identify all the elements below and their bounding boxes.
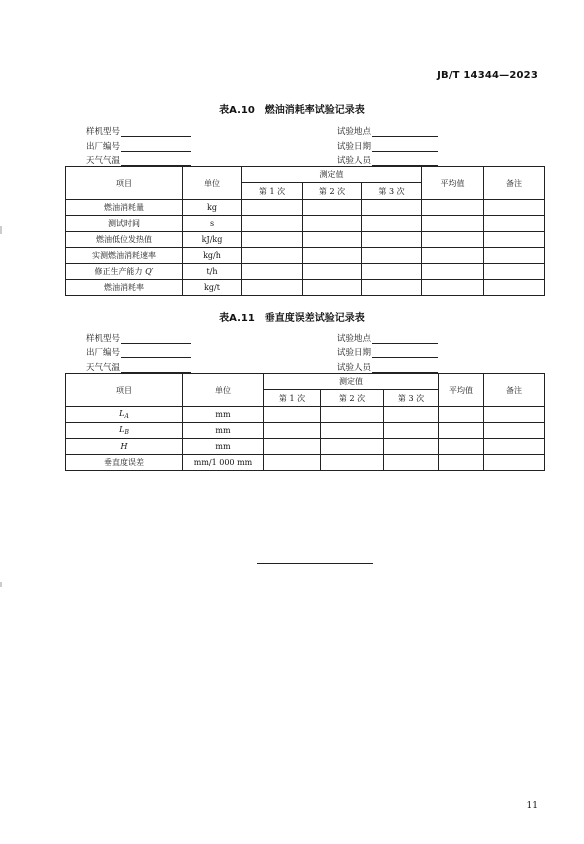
a11-row-item: 垂直度误差 (66, 455, 183, 471)
a10-row-unit: s (183, 216, 242, 232)
cell-input[interactable] (362, 280, 422, 296)
a11-serial-field: 出厂编号 (86, 346, 191, 358)
a11-model-field: 样机型号 (86, 332, 191, 344)
table-a10-caption: 表A.10 燃油消耗率试验记录表 (219, 105, 365, 116)
table-row (66, 264, 545, 280)
cell-input[interactable] (422, 200, 484, 216)
scan-speck (0, 226, 2, 234)
cell-input[interactable] (484, 407, 545, 423)
cell-input[interactable] (362, 248, 422, 264)
a11-staff-field: 试验人员 (337, 361, 438, 373)
cell-input[interactable] (484, 280, 545, 296)
cell-input[interactable] (422, 216, 484, 232)
a10-row-item (66, 264, 183, 280)
a11-head-unit: 单位 (183, 374, 264, 407)
a10-row-unit: kg (183, 200, 242, 216)
a10-weather-field: 天气气温 (86, 154, 191, 166)
cell-input[interactable] (384, 455, 439, 471)
cell-input[interactable] (321, 439, 384, 455)
a10-row-item: 燃油消耗量 (66, 200, 183, 216)
a10-row-item-text: 修正生产能力 (94, 267, 146, 276)
a10-row-item: 测试时间 (66, 216, 183, 232)
a10-head-unit: 单位 (183, 167, 242, 200)
cell-input[interactable] (484, 439, 545, 455)
cell-input[interactable] (264, 455, 321, 471)
a10-row-item: 实测燃油消耗速率 (66, 248, 183, 264)
a11-row-subscript: B (124, 429, 129, 436)
table-row (66, 423, 545, 439)
a11-row-item (66, 423, 183, 439)
cell-input[interactable] (484, 216, 545, 232)
cell-input[interactable] (439, 439, 484, 455)
a11-row-symbol: H (120, 442, 128, 451)
a10-row-unit: kJ/kg (183, 232, 242, 248)
a11-head-remark: 备注 (484, 374, 545, 407)
cell-input[interactable] (303, 216, 362, 232)
cell-input[interactable] (384, 423, 439, 439)
cell-input[interactable] (242, 232, 303, 248)
cell-input[interactable] (362, 232, 422, 248)
a11-row-unit: mm (183, 407, 264, 423)
table-row (66, 216, 545, 232)
a11-head-run3: 第 3 次 (384, 390, 439, 407)
a11-row-item (66, 407, 183, 423)
table-a11 (65, 373, 545, 471)
a10-head-measured: 测定值 (242, 167, 422, 183)
a10-serial-field: 出厂编号 (86, 140, 191, 152)
a11-row-symbol: L (119, 409, 125, 418)
table-row (66, 200, 545, 216)
a10-row-item: 燃油消耗率 (66, 280, 183, 296)
cell-input[interactable] (484, 248, 545, 264)
a10-head-average: 平均值 (422, 167, 484, 200)
cell-input[interactable] (303, 200, 362, 216)
cell-input[interactable] (484, 232, 545, 248)
cell-input[interactable] (362, 200, 422, 216)
cell-input[interactable] (484, 455, 545, 471)
cell-input[interactable] (384, 439, 439, 455)
cell-input[interactable] (303, 248, 362, 264)
cell-input[interactable] (484, 200, 545, 216)
table-row (66, 439, 545, 455)
a10-model-field: 样机型号 (86, 125, 191, 137)
cell-input[interactable] (439, 455, 484, 471)
a10-staff-field: 试验人员 (337, 154, 438, 166)
cell-input[interactable] (321, 423, 384, 439)
a11-row-unit: mm/1 000 mm (183, 455, 264, 471)
a10-date-field: 试验日期 (337, 140, 438, 152)
cell-input[interactable] (242, 200, 303, 216)
table-row (66, 280, 545, 296)
cell-input[interactable] (439, 423, 484, 439)
a10-place-field: 试验地点 (337, 125, 438, 137)
cell-input[interactable] (384, 407, 439, 423)
a11-head-average: 平均值 (439, 374, 484, 407)
a11-weather-field: 天气气温 (86, 361, 191, 373)
a11-row-subscript: A (124, 413, 129, 420)
a10-head-run2: 第 2 次 (303, 183, 362, 200)
cell-input[interactable] (264, 423, 321, 439)
cell-input[interactable] (303, 280, 362, 296)
cell-input[interactable] (422, 280, 484, 296)
a11-row-unit: mm (183, 439, 264, 455)
a11-row-item (66, 439, 183, 455)
cell-input[interactable] (264, 407, 321, 423)
a10-head-remark: 备注 (484, 167, 545, 200)
table-row (66, 232, 545, 248)
a10-row-item-symbol: Q′ (145, 267, 154, 276)
a11-head-measured: 测定值 (264, 374, 439, 390)
table-a11-caption: 表A.11 垂直度误差试验记录表 (219, 313, 365, 324)
end-rule (257, 563, 373, 564)
cell-input[interactable] (484, 423, 545, 439)
a11-head-run1: 第 1 次 (264, 390, 321, 407)
standard-number: JB/T 14344—2023 (437, 70, 538, 81)
cell-input[interactable] (242, 264, 303, 280)
cell-input[interactable] (439, 407, 484, 423)
cell-input[interactable] (422, 248, 484, 264)
a11-head-item: 项目 (66, 374, 183, 407)
a10-row-unit: kg/h (183, 248, 242, 264)
cell-input[interactable] (362, 216, 422, 232)
cell-input[interactable] (362, 264, 422, 280)
a10-head-item: 项目 (66, 167, 183, 200)
a10-row-item: 燃油低位发热值 (66, 232, 183, 248)
table-row (66, 248, 545, 264)
a10-row-unit: kg/t (183, 280, 242, 296)
page-number: 11 (526, 801, 538, 811)
a11-row-symbol: L (119, 425, 125, 434)
cell-input[interactable] (303, 264, 362, 280)
cell-input[interactable] (422, 264, 484, 280)
cell-input[interactable] (303, 232, 362, 248)
cell-input[interactable] (242, 248, 303, 264)
cell-input[interactable] (484, 264, 545, 280)
table-a10 (65, 166, 545, 296)
cell-input[interactable] (242, 216, 303, 232)
scan-speck (0, 582, 2, 587)
a10-row-unit: t/h (183, 264, 242, 280)
cell-input[interactable] (264, 439, 321, 455)
cell-input[interactable] (321, 455, 384, 471)
cell-input[interactable] (242, 280, 303, 296)
cell-input[interactable] (422, 232, 484, 248)
a11-place-field: 试验地点 (337, 332, 438, 344)
a10-head-run3: 第 3 次 (362, 183, 422, 200)
a11-row-unit: mm (183, 423, 264, 439)
cell-input[interactable] (321, 407, 384, 423)
a11-head-run2: 第 2 次 (321, 390, 384, 407)
a11-date-field: 试验日期 (337, 346, 438, 358)
table-row (66, 455, 545, 471)
table-row (66, 407, 545, 423)
a10-head-run1: 第 1 次 (242, 183, 303, 200)
